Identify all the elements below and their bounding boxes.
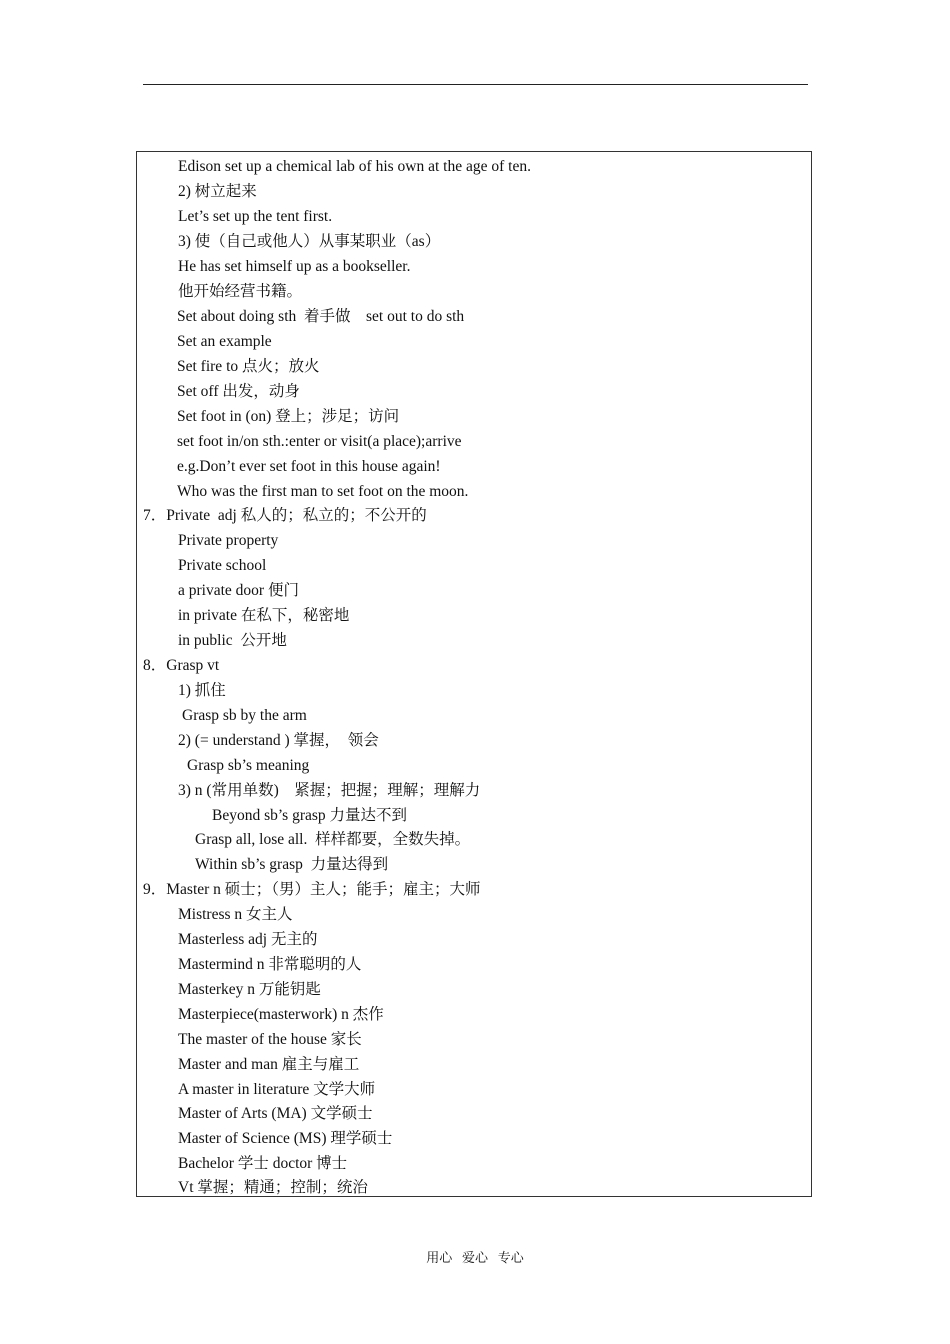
text-line: Masterpiece(masterwork) n 杰作 <box>178 1006 384 1023</box>
text-line: Master and man 雇主与雇工 <box>178 1056 360 1073</box>
text-line: Master of Science (MS) 理学硕士 <box>178 1130 393 1147</box>
section-heading: 8．Grasp vt <box>143 657 220 674</box>
text-line: Grasp sb’s meaning <box>187 757 310 774</box>
text-line: in private 在私下，秘密地 <box>178 607 350 624</box>
text-line: Let’s set up the tent first. <box>178 208 333 225</box>
text-line: Beyond sb’s grasp 力量达不到 <box>212 807 408 824</box>
text-line: Set about doing sth 着手做 set out to do sth <box>177 308 465 325</box>
text-line: Private school <box>178 557 267 574</box>
text-line: set foot in/on sth.:enter or visit(a place);arrive <box>177 433 462 450</box>
header-rule <box>143 84 808 85</box>
text-line: Mistress n 女主人 <box>178 906 293 923</box>
text-line: Grasp sb by the arm <box>182 707 307 724</box>
text-line: Within sb’s grasp 力量达得到 <box>195 856 389 873</box>
text-line: 1) 抓住 <box>178 682 226 699</box>
text-line: 2) 树立起来 <box>178 183 257 200</box>
text-line: Vt 掌握；精通；控制；统治 <box>178 1179 368 1196</box>
text-line: Set off 出发，动身 <box>177 383 300 400</box>
text-line: Bachelor 学士 doctor 博士 <box>178 1155 348 1172</box>
text-line: 他开始经营书籍。 <box>178 283 303 300</box>
section-heading: 7．Private adj 私人的；私立的；不公开的 <box>143 507 427 524</box>
text-line: A master in literature 文学大师 <box>178 1081 376 1098</box>
text-line: in public 公开地 <box>178 632 287 649</box>
text-line: 3) n (常用单数) 紧握；把握；理解；理解力 <box>178 782 481 799</box>
text-line: Master of Arts (MA) 文学硕士 <box>178 1105 373 1122</box>
text-line: Masterkey n 万能钥匙 <box>178 981 321 998</box>
text-line: Grasp all, lose all. 样样都要，全数失掉。 <box>195 831 471 848</box>
text-line: Set fire to 点火；放火 <box>177 358 320 375</box>
text-line: Who was the first man to set foot on the moon. <box>177 483 469 500</box>
text-line: Mastermind n 非常聪明的人 <box>178 956 362 973</box>
page-footer: 用心 爱心 专心 <box>426 1250 524 1265</box>
content-box <box>136 151 812 1197</box>
text-line: Set foot in (on) 登上；涉足；访问 <box>177 408 400 425</box>
text-line: 2) (= understand ) 掌握， 领会 <box>178 732 379 749</box>
text-line: Masterless adj 无主的 <box>178 931 318 948</box>
text-line: a private door 便门 <box>178 582 299 599</box>
text-line: 3) 使（自己或他人）从事某职业（as） <box>178 233 441 250</box>
text-line: Set an example <box>177 333 272 350</box>
text-line: He has set himself up as a bookseller. <box>178 258 411 275</box>
text-line: Edison set up a chemical lab of his own at the age of ten. <box>178 158 531 175</box>
text-line: The master of the house 家长 <box>178 1031 362 1048</box>
text-line: Private property <box>178 532 279 549</box>
section-heading: 9．Master n 硕士；（男）主人；能手；雇主；大师 <box>143 881 481 898</box>
text-line: e.g.Don’t ever set foot in this house again! <box>177 458 441 475</box>
